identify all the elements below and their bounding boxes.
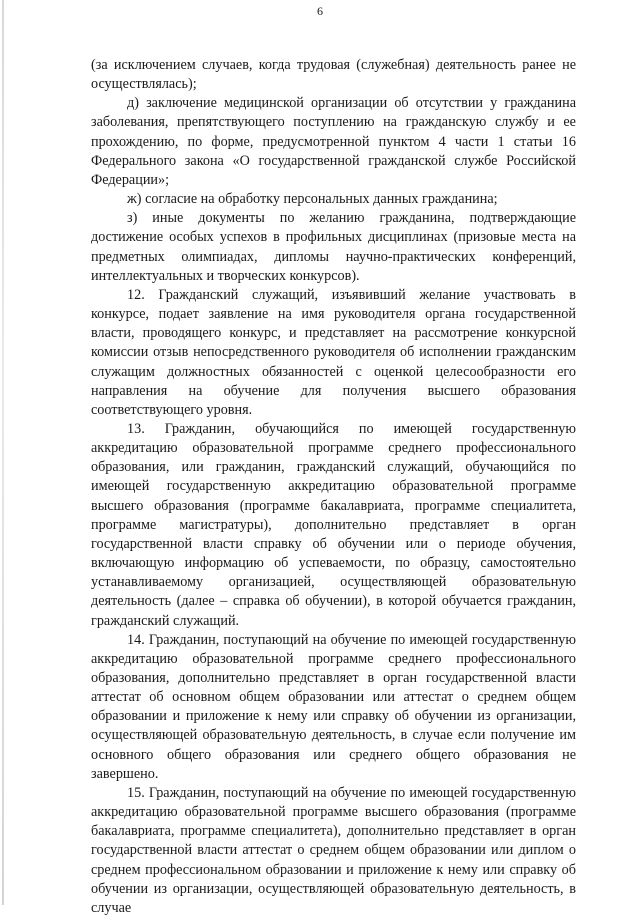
paragraph-item-d: д) заключение медицинской организации об отсутствии у гражданина заболевания, препятствующего поступлению на гражданскую службу и ее прохождению, по форме, предусмотренной пунктом 4 части 1 статьи 16 Федерального закона «О государственной гражданской службе Российской Федерации»; [91,95,576,188]
paragraph-continuation: (за исключением случаев, когда трудовая (служебная) деятельность ранее не осуществлялась); [91,57,576,93]
scan-edge [2,0,4,905]
paragraph-14: 14. Гражданин, поступающий на обучение по имеющей государственную аккредитацию образовательной программе среднего профессионального образования, дополнительно представляет в орган государственной власти аттестат об основном общем образовании или аттестат о среднем общем образовании и приложение к нему или справку об обучении из организации, осуществляющей образовательную деятельность, в случае если получение им основного общего образования или среднего общего образования не завершено. [91,631,576,782]
page-number: 6 [317,4,323,18]
paragraph-item-z: з) иные документы по желанию гражданина, подтверждающие достижение особых успехов в профильных дисциплинах (призовые места на предметных олимпиадах, дипломы научно-практических конференций, интеллектуальных и творческих конкурсов). [91,210,576,284]
paragraph-15: 15. Гражданин, поступающий на обучение по имеющей государственную аккредитацию образовательной программе высшего образования (программе бакалавриата, программе специалитета), дополнительно представляет в орган государственной власти аттестат о среднем общем образовании или диплом о среднем профессиональном образовании и приложение к нему или справку об обучении из организации, осуществляющей образовательную деятельность, в случае [91,784,576,916]
document-body [91,56,576,918]
paragraph-12: 12. Гражданский служащий, изъявивший желание участвовать в конкурсе, подает заявление на имя руководителя органа государственной власти, проводящего конкурс, и представляет на рассмотрение конкурсной комиссии отзыв непосредственного руководителя об исполнении гражданским служащим должностных обязанностей с оценкой целесообразности его направления на обучение для получения высшего образования соответствующего уровня. [91,286,576,418]
paragraph-item-zh: ж) согласие на обработку персональных данных гражданина; [127,191,498,208]
paragraph-13: 13. Гражданин, обучающийся по имеющей государственную аккредитацию образовательной программе среднего профессионального образования, или гражданин, гражданский служащий, обучающийся по имеющей государственную аккредитацию образовательной программе высшего образования (программе бакалавриата, программе специалитета, программе магистратуры), дополнительно представляет в орган государственной власти справку об обучении или о периоде обучения, включающую информацию об успеваемости, по образцу, самостоятельно устанавливаемому организацией, осуществляющей образовательную деятельность (далее – справка об обучении), в которой обучается гражданин, гражданский служащий. [91,420,576,629]
